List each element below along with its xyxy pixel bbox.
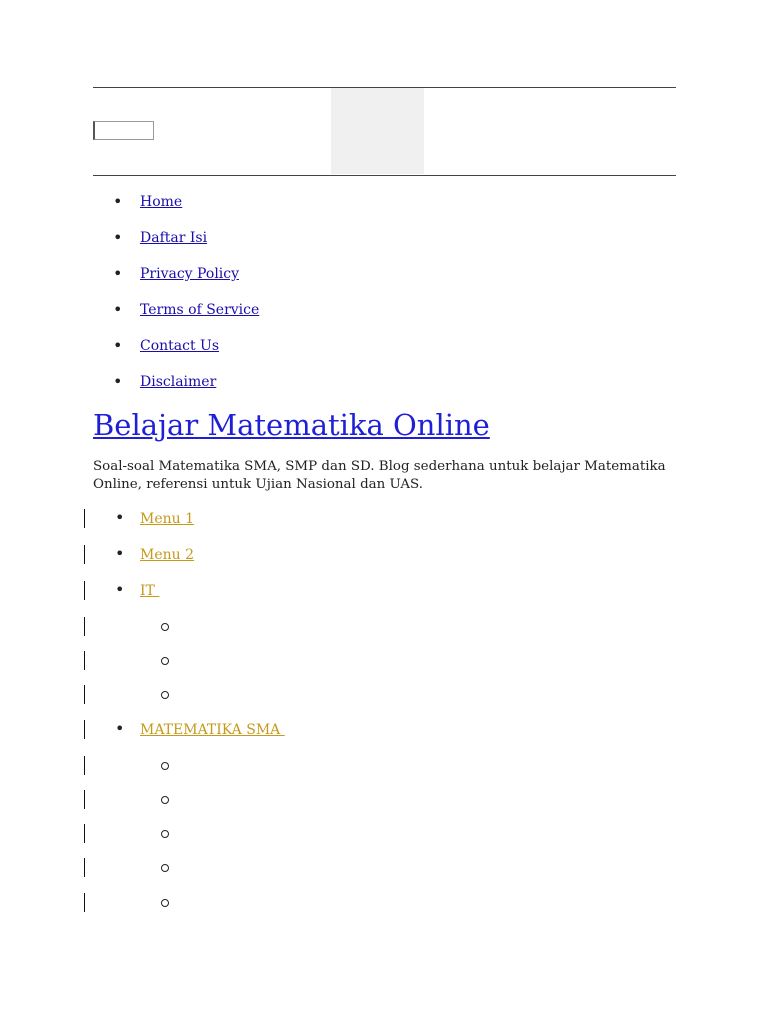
bullet-icon: • (115, 544, 125, 563)
site-title (93, 404, 490, 446)
circle-bullet-icon (161, 691, 169, 699)
submenu-item[interactable] (0, 756, 768, 776)
submenu-item[interactable] (0, 685, 768, 705)
menu-divider (84, 893, 85, 912)
circle-bullet-icon (161, 657, 169, 665)
menu-item-matematika-sma (0, 720, 768, 740)
menu-divider (84, 824, 85, 843)
submenu-item[interactable] (0, 824, 768, 844)
menu-item-menu-1 (0, 509, 768, 529)
bullet-icon: • (115, 719, 125, 738)
nav-link-contact-us[interactable]: Contact Us (140, 338, 220, 354)
circle-bullet-icon (161, 864, 169, 872)
menu-divider (84, 651, 85, 670)
menu-link-matematika-sma[interactable]: MATEMATIKA SMA (140, 722, 285, 738)
submenu-item[interactable] (0, 790, 768, 810)
circle-bullet-icon (161, 830, 169, 838)
menu-link-menu-1[interactable]: Menu 1 (140, 511, 195, 527)
menu-divider (84, 509, 85, 528)
nav-link-privacy-policy[interactable]: Privacy Policy (140, 266, 240, 282)
menu-divider (84, 790, 85, 809)
bullet-icon: • (115, 508, 125, 527)
nav-link-daftar-isi[interactable]: Daftar Isi (140, 230, 208, 246)
submenu-item[interactable] (0, 858, 768, 878)
bullet-icon: • (115, 580, 125, 599)
menu-divider (84, 581, 85, 600)
circle-bullet-icon (161, 796, 169, 804)
menu-link-it[interactable]: IT (140, 583, 160, 599)
menu-divider (84, 858, 85, 877)
circle-bullet-icon (161, 899, 169, 907)
menu-item-menu-2 (0, 545, 768, 565)
menu-divider (84, 545, 85, 564)
search-input[interactable] (93, 121, 154, 140)
menu-item-it (0, 581, 768, 601)
menu-divider (84, 685, 85, 704)
site-title-link[interactable]: Belajar Matematika Online (93, 408, 490, 442)
nav-link-terms-of-service[interactable]: Terms of Service (140, 302, 260, 318)
circle-bullet-icon (161, 623, 169, 631)
menu-divider (84, 617, 85, 636)
menu-divider (84, 756, 85, 775)
menu-divider (84, 720, 85, 739)
submenu-item[interactable] (0, 651, 768, 671)
nav-link-disclaimer[interactable]: Disclaimer (140, 374, 217, 390)
submenu-item[interactable] (0, 617, 768, 637)
circle-bullet-icon (161, 762, 169, 770)
header-bottom-rule (93, 175, 676, 176)
submenu-item[interactable] (0, 893, 768, 913)
nav-link-home[interactable]: Home (140, 194, 183, 210)
site-description: Soal-soal Matematika SMA, SMP dan SD. Blog sederhana untuk belajar Matematika Online, referensi untuk Ujian Nasional dan UAS. (93, 459, 666, 492)
header-image-placeholder (331, 88, 424, 174)
menu-link-menu-2[interactable]: Menu 2 (140, 547, 195, 563)
